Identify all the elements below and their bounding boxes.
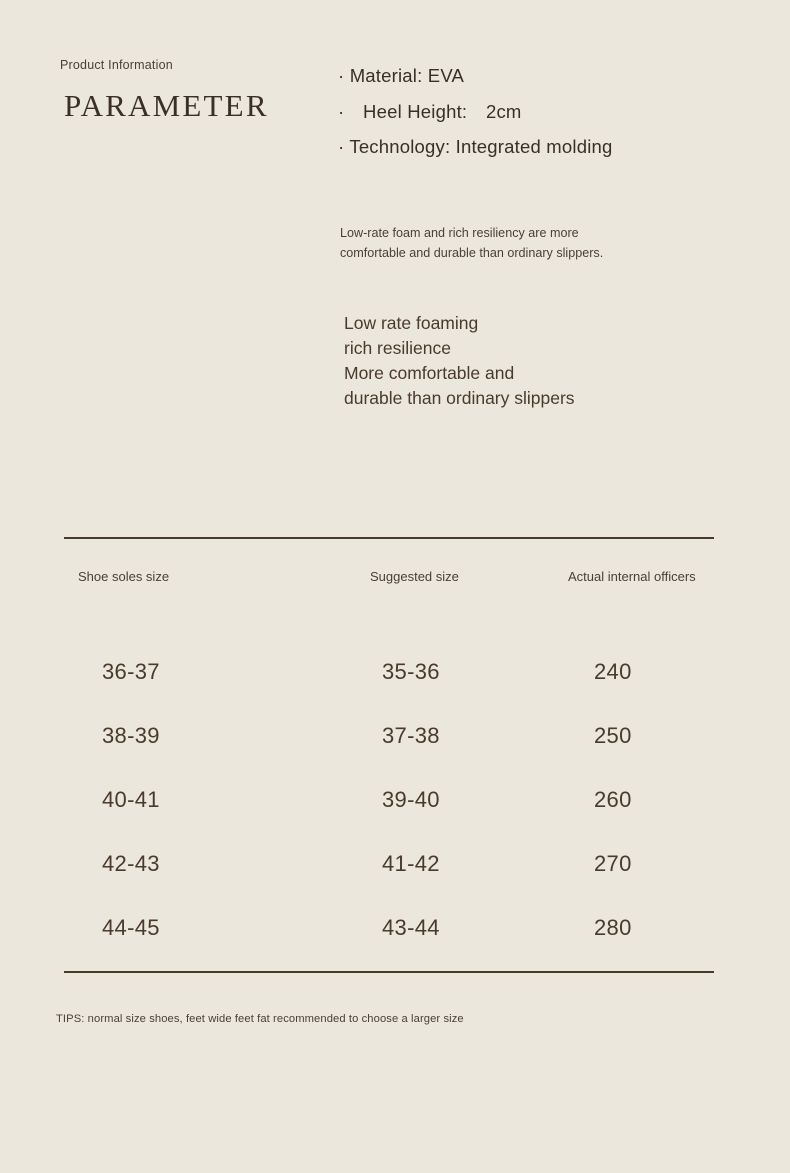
size-table-header [64, 560, 714, 586]
table-row [64, 768, 714, 832]
description-large [344, 311, 744, 411]
table-row [64, 832, 714, 896]
cell-shoe-soles-size: 42-43 [102, 851, 160, 876]
table-header-row [64, 560, 714, 586]
description-large-line-2: rich resilience [344, 338, 451, 359]
cell-suggested-size: 35-36 [382, 659, 440, 684]
table-bottom-divider [64, 971, 714, 973]
spec-list [338, 58, 738, 165]
cell-actual-internal: 280 [594, 915, 632, 940]
header-left [60, 58, 320, 124]
spec-technology: · Technology: Integrated molding [338, 136, 613, 158]
cell-suggested-size: 43-44 [382, 915, 440, 940]
table-row [64, 704, 714, 768]
cell-actual-internal: 260 [594, 787, 632, 812]
description-large-line-3: More comfortable and [344, 363, 515, 384]
tips-note: TIPS: normal size shoes, feet wide feet fat recommended to choose a larger size [56, 1013, 464, 1025]
page-title: PARAMETER [64, 88, 269, 123]
eyebrow-label: Product Information [60, 58, 173, 72]
cell-suggested-size: 37-38 [382, 723, 440, 748]
size-table-body [64, 640, 714, 960]
cell-suggested-size: 41-42 [382, 851, 440, 876]
column-header-suggested-size: Suggested size [370, 569, 459, 584]
spec-heel-height: · Heel Height: 2cm [338, 100, 522, 122]
description-large-line-4: durable than ordinary slippers [344, 388, 575, 409]
cell-actual-internal: 240 [594, 659, 632, 684]
description-small: Low-rate foam and rich resiliency are more comfortable and durable than ordinary slippers. [340, 226, 604, 261]
column-header-actual-internal-officers: Actual internal officers [568, 569, 696, 584]
table-top-divider [64, 537, 714, 539]
table-row [64, 896, 714, 960]
cell-shoe-soles-size: 38-39 [102, 723, 160, 748]
cell-shoe-soles-size: 44-45 [102, 915, 160, 940]
table-row [64, 640, 714, 704]
cell-actual-internal: 250 [594, 723, 632, 748]
description-large-line-1: Low rate foaming [344, 313, 479, 333]
cell-suggested-size: 39-40 [382, 787, 440, 812]
cell-actual-internal: 270 [594, 851, 632, 876]
cell-shoe-soles-size: 36-37 [102, 659, 160, 684]
column-header-shoe-soles-size: Shoe soles size [78, 569, 170, 584]
cell-shoe-soles-size: 40-41 [102, 787, 160, 812]
spec-material: · Material: EVA [338, 65, 465, 86]
